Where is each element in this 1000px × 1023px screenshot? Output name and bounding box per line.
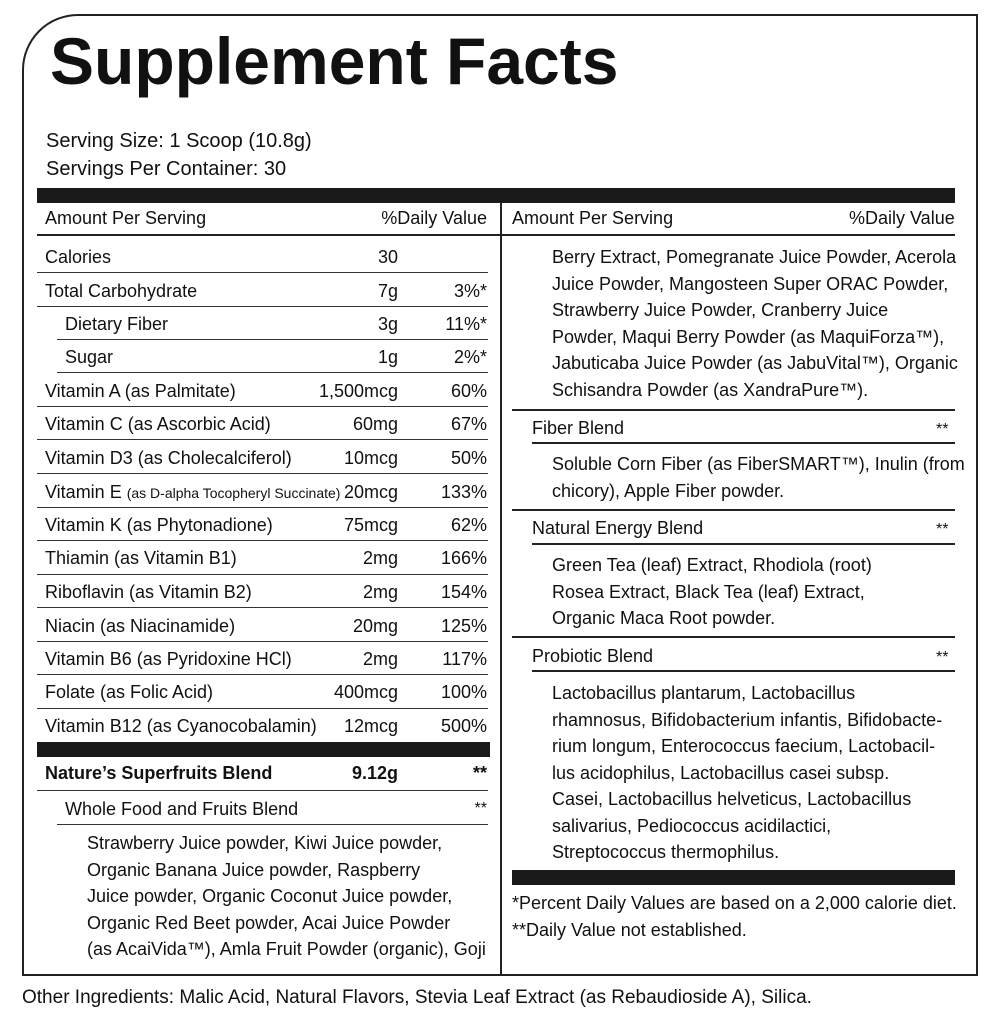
row-rule (512, 409, 955, 411)
other-ingredients: Other Ingredients: Malic Acid, Natural Flavors, Stevia Leaf Extract (as Rebaudioside A), Silica. (22, 987, 812, 1008)
row-rule (37, 473, 488, 474)
energy-blend-dv: ** (936, 521, 949, 538)
superfruits-continued-ingredients: Berry Extract, Pomegranate Juice Powder, Acerola Juice Powder, Mangosteen Super ORAC Powder, Strawberry Juice Powder, Cranberry Juice Powder, Maqui Berry Powder (as MaquiForza™), Jabuticaba Juice Powder (as JabuVital™), Organic Schisandra Powder (as XandraPure™). (552, 247, 958, 400)
fiber-blend-ingredients: Soluble Corn Fiber (as FiberSMART™), Inulin (from chicory), Apple Fiber powder. (552, 454, 965, 501)
footnote-dv-not-established: **Daily Value not established. (512, 920, 747, 940)
row-rule (37, 607, 488, 608)
row-rule (37, 790, 488, 791)
row-rule (37, 574, 488, 575)
row-rule (57, 824, 488, 825)
panel-title: Supplement Facts (50, 24, 619, 98)
row-rule (57, 339, 488, 340)
row-rule (37, 306, 488, 307)
right-daily-value-label: %Daily Value (849, 208, 955, 228)
footnote-percent-dv: *Percent Daily Values are based on a 2,000 calorie diet. (512, 893, 957, 913)
whole-food-ingredients: Strawberry Juice powder, Kiwi Juice powder, Organic Banana Juice powder, Raspberry Juice powder, Organic Coconut Juice powder, Organic Red Beet powder, Acai Juice Powder (as AcaiVida™), Amla Fruit Powder (organic), Goji (87, 833, 486, 959)
row-rule (532, 543, 955, 545)
row-rule (532, 442, 955, 444)
row-rule (37, 507, 488, 508)
row-rule (512, 636, 955, 638)
right-amount-per-serving-label: Amount Per Serving (512, 208, 674, 228)
energy-blend-ingredients: Green Tea (leaf) Extract, Rhodiola (root) Rosea Extract, Black Tea (leaf) Extract, Organic Maca Root powder. (552, 555, 872, 628)
row-rule (37, 674, 488, 675)
fiber-blend-dv: ** (936, 421, 949, 438)
row-rule (532, 670, 955, 672)
probiotic-blend-label: Probiotic Blend (532, 646, 654, 666)
servings-per-container: Servings Per Container: 30 (46, 158, 287, 180)
fiber-blend-label: Fiber Blend (532, 418, 625, 438)
row-rule (37, 540, 488, 541)
right-header-rule (502, 234, 955, 236)
row-rule (37, 406, 488, 407)
row-rule (37, 272, 488, 273)
energy-blend-label: Natural Energy Blend (532, 518, 704, 538)
footnote-thick-bar (512, 870, 955, 885)
blend-thick-bar (37, 742, 490, 757)
row-rule (57, 372, 488, 373)
column-divider (500, 203, 502, 976)
serving-size: Serving Size: 1 Scoop (10.8g) (46, 130, 312, 152)
header-thick-bar (37, 188, 955, 203)
probiotic-blend-dv: ** (936, 649, 949, 666)
row-rule (37, 439, 488, 440)
row-rule (512, 509, 955, 511)
daily-value-label: %Daily Value (381, 208, 487, 228)
left-header-rule (37, 234, 500, 236)
probiotic-blend-ingredients: Lactobacillus plantarum, Lactobacillus rhamnosus, Bifidobacterium infantis, Bifidobacte- rium longum, Enterococcus faecium, Lactobacil- lus acidophilus, Lactobacillus casei subsp. Casei, Lactobacillus helveticus, Lactobacillus salivarius, Pediococcus acidilactici, Streptococcus thermophilus. (552, 683, 943, 862)
row-rule (37, 708, 488, 709)
amount-per-serving-label: Amount Per Serving (45, 208, 207, 228)
row-rule (37, 641, 488, 642)
